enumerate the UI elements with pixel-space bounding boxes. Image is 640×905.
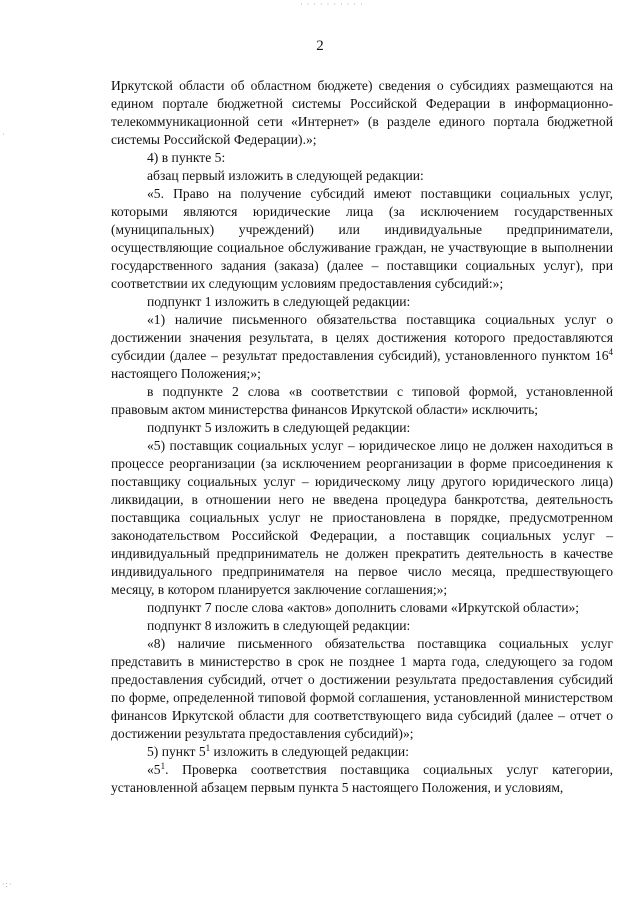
paragraph: «5. Право на получение субсидий имеют поставщики социальных услуг, которыми являются юридические лица (за исключением государственных (муниципальных) учреждений) или индивидуальные предприниматели, осуществляющие социальное обслуживание граждан, не участвующие в выполнении государственного задания (заказа) (далее – поставщики социальных услуг), при соответствии их следующим условиям предоставления субсидий:»;	[111, 186, 613, 291]
superscript-number: 4	[608, 347, 613, 357]
paragraph-text: «5	[147, 762, 161, 777]
scan-artifact: · · · · · · · · · ·	[300, 0, 364, 9]
page-number: 2	[316, 38, 324, 54]
paragraph: 4) в пункте 5:	[147, 150, 226, 165]
paragraph: подпункт 5 изложить в следующей редакции:	[147, 420, 411, 435]
paragraph: «5) поставщик социальных услуг – юридическое лицо не должен находиться в процессе реорганизации (за исключением реорганизации в форме присоединения к поставщику социальных услуг – юридическому лицу другого юридического лица) ликвидации, в отношении него не введена процедура банкротства, деятельность поставщика социальных услуг не приостановлена в порядке, предусмотренном законодательством Российской Федерации, а поставщик социальных услуг – индивидуальный предприниматель не должен прекратить деятельность в качестве индивидуального предпринимателя на первое число месяца, предшествующего месяцу, в котором планируется заключение соглашения;»;	[111, 438, 613, 597]
superscript-number: 1	[160, 761, 166, 771]
paragraph: подпункт 1 изложить в следующей редакции:	[147, 294, 411, 309]
paragraph: «8) наличие письменного обязательства поставщика социальных услуг представить в министерство в срок не позднее 1 марта года, следующего за годом предоставления субсидий, отчет о достижении результата предоставления субсидий по форме, определенной типовой формой соглашения, установленной министерством финансов Иркутской области для соответствующего вида субсидий (далее – отчет о достижении результата предоставления субсидий)»;	[111, 636, 613, 741]
paragraph-text: изложить в следующей редакции:	[210, 744, 409, 759]
paragraph: Иркутской области об областном бюджете) сведения о субсидиях размещаются на едином портале бюджетной системы Российской Федерации в информационно-телекоммуникационной сети «Интернет» (в разделе единого портала бюджетной системы Российской Федерации).»;	[111, 78, 613, 147]
paragraph: абзац первый изложить в следующей редакции:	[147, 168, 424, 183]
paragraph	[111, 761, 613, 797]
paragraph-text: . Проверка соответствия поставщика социальных услуг категории, установленной абзацем первым пункта 5 настоящего Положения, и условиям,	[111, 762, 613, 795]
paragraph-text: «1) наличие письменного обязательства поставщика социальных услуг о достижении значения результата, в целях достижения которого предоставляются субсидии (далее – результат предоставления субсидий), установленного пунктом 16	[111, 312, 613, 363]
paragraph	[111, 743, 613, 761]
scan-artifact: ·:·	[2, 880, 13, 889]
scan-artifact: ·	[2, 130, 6, 139]
paragraph: подпункт 8 изложить в следующей редакции:	[147, 618, 411, 633]
paragraph-text: настоящего Положения;»;	[111, 366, 261, 381]
paragraph-text: 5) пункт 5	[147, 744, 206, 759]
paragraph	[111, 311, 613, 383]
document-body	[111, 77, 613, 797]
paragraph: в подпункте 2 слова «в соответствии с типовой формой, установленной правовым актом министерства финансов Иркутской области» исключить;	[111, 384, 613, 417]
paragraph: подпункт 7 после слова «актов» дополнить словами «Иркутской области»;	[147, 600, 580, 615]
superscript-number: 1	[205, 743, 211, 753]
